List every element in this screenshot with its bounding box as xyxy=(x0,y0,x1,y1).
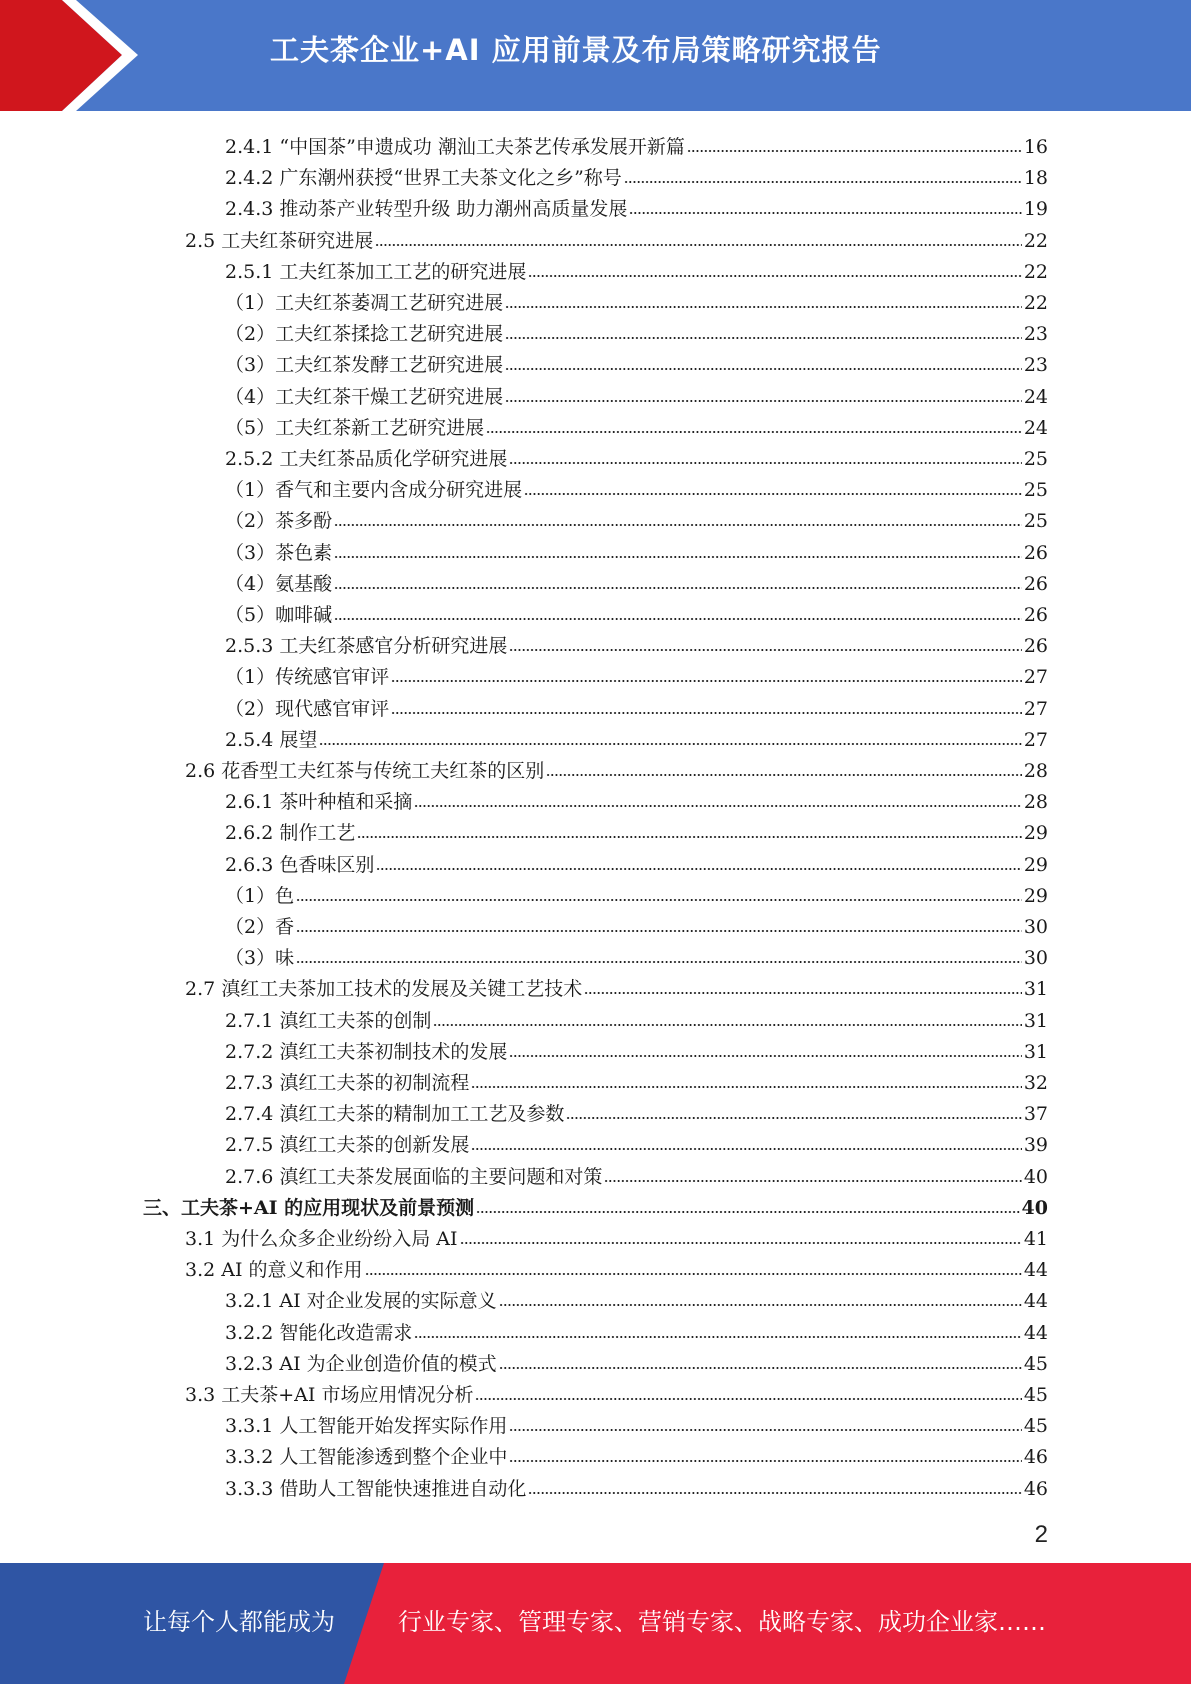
toc-entry[interactable] xyxy=(225,1344,1048,1375)
toc-entry-title: 三、工夫茶+AI 的应用现状及前景预测 xyxy=(143,1196,475,1219)
toc-dot-leader xyxy=(687,148,1022,154)
toc-entry-page: 27 xyxy=(1023,728,1048,751)
toc-entry-title: 3.3 工夫茶+AI 市场应用情况分析 xyxy=(185,1384,474,1406)
report-title: 工夫茶企业+AI 应用前景及布局策略研究报告 xyxy=(270,33,882,67)
toc-dot-leader xyxy=(460,1240,1022,1246)
toc-entry-page: 40 xyxy=(1023,1165,1048,1188)
toc-dot-leader xyxy=(629,210,1021,216)
toc-dot-leader xyxy=(365,1271,1022,1277)
toc-entry-title: （2）工夫红茶揉捻工艺研究进展 xyxy=(225,323,504,346)
toc-dot-leader xyxy=(499,1302,1022,1308)
toc-entry-title: （2）现代感官审评 xyxy=(225,697,390,720)
toc-entry-page: 46 xyxy=(1023,1477,1048,1500)
toc-dot-leader xyxy=(505,366,1022,372)
toc-dot-leader xyxy=(624,179,1022,185)
toc-entry-title: 2.4.2 广东潮州获授“世界工夫茶文化之乡”称号 xyxy=(225,167,622,190)
toc-entry-page: 31 xyxy=(1023,978,1048,1001)
toc-entry-page: 24 xyxy=(1023,385,1048,408)
toc-entry-page: 22 xyxy=(1023,229,1048,252)
toc-entry[interactable] xyxy=(185,1250,1048,1281)
toc-entry-page: 28 xyxy=(1023,791,1048,814)
toc-entry-page: 26 xyxy=(1023,604,1048,626)
toc-dot-leader xyxy=(505,304,1022,310)
toc-entry[interactable] xyxy=(225,283,1048,314)
toc-dot-leader xyxy=(391,678,1022,684)
toc-dot-leader xyxy=(391,710,1022,716)
toc-entry[interactable] xyxy=(225,626,1048,657)
toc-entry-page: 25 xyxy=(1023,479,1048,502)
toc-entry[interactable] xyxy=(225,1094,1048,1125)
toc-entry-title: 3.3.1 人工智能开始发挥实际作用 xyxy=(225,1415,508,1438)
toc-entry[interactable] xyxy=(185,1375,1048,1406)
toc-dot-leader xyxy=(604,1178,1021,1184)
toc-entry-title: 3.3.2 人工智能渗透到整个企业中 xyxy=(225,1446,508,1469)
toc-dot-leader xyxy=(296,959,1022,965)
toc-entry[interactable] xyxy=(225,1406,1048,1437)
toc-entry[interactable] xyxy=(225,938,1048,969)
toc-entry-title: （5）工夫红茶新工艺研究进展 xyxy=(225,416,485,439)
toc-entry[interactable] xyxy=(225,1281,1048,1312)
toc-entry-title: （1）香气和主要内含成分研究进展 xyxy=(225,479,523,502)
toc-entry[interactable] xyxy=(225,595,1048,626)
toc-entry[interactable] xyxy=(225,189,1048,220)
toc-entry-page: 44 xyxy=(1023,1259,1048,1282)
toc-dot-leader xyxy=(433,1022,1021,1028)
toc-dot-leader xyxy=(566,1115,1021,1121)
toc-entry-title: 2.6 花香型工夫红茶与传统工夫红茶的区别 xyxy=(185,760,545,782)
toc-entry-page: 44 xyxy=(1023,1321,1048,1344)
toc-entry-title: （4）工夫红茶干燥工艺研究进展 xyxy=(225,385,504,408)
toc-entry[interactable] xyxy=(225,1001,1048,1032)
toc-entry-page: 25 xyxy=(1023,448,1048,470)
toc-entry-title: 3.1 为什么众多企业纷纷入局 AI xyxy=(185,1228,458,1250)
page-header xyxy=(0,0,1191,111)
toc-entry-title: 3.3.3 借助人工智能快速推进自动化 xyxy=(225,1477,527,1500)
toc-dot-leader xyxy=(376,866,1021,872)
toc-entry-title: 3.2.2 智能化改造需求 xyxy=(225,1321,413,1344)
toc-entry-page: 29 xyxy=(1023,884,1048,907)
toc-dot-leader xyxy=(471,1084,1021,1090)
toc-dot-leader xyxy=(334,522,1022,528)
toc-dot-leader xyxy=(546,772,1022,778)
toc-entry[interactable] xyxy=(225,345,1048,376)
toc-dot-leader xyxy=(296,897,1022,903)
toc-dot-leader xyxy=(414,1334,1021,1340)
toc-entry[interactable] xyxy=(225,720,1048,751)
toc-entry-title: 3.2 AI 的意义和作用 xyxy=(185,1259,363,1282)
toc-entry[interactable] xyxy=(225,845,1048,876)
toc-dot-leader xyxy=(375,242,1022,248)
toc-entry[interactable] xyxy=(225,564,1048,595)
toc-dot-leader xyxy=(505,335,1022,341)
toc-entry-page: 31 xyxy=(1023,1040,1048,1063)
toc-entry[interactable] xyxy=(225,127,1048,158)
toc-entry[interactable] xyxy=(185,969,1048,1000)
toc-entry-title: 2.4.3 推动茶产业转型升级 助力潮州高质量发展 xyxy=(225,198,628,221)
toc-entry-page: 30 xyxy=(1023,947,1048,970)
toc-entry-page: 18 xyxy=(1023,167,1048,190)
toc-entry-title: （1）色 xyxy=(225,884,295,907)
page-footer xyxy=(0,1563,1191,1684)
toc-dot-leader xyxy=(509,460,1021,466)
toc-dot-leader xyxy=(475,1396,1021,1402)
toc-entry-title: （1）工夫红茶萎凋工艺研究进展 xyxy=(225,292,504,314)
header-arrow-decoration xyxy=(0,0,160,111)
toc-entry[interactable] xyxy=(225,252,1048,283)
toc-entry-page: 24 xyxy=(1023,416,1048,439)
toc-entry[interactable] xyxy=(225,876,1048,907)
toc-entry[interactable] xyxy=(225,314,1048,345)
toc-entry-page: 26 xyxy=(1023,635,1048,658)
toc-dot-leader xyxy=(319,741,1021,747)
toc-entry-title: 2.7 滇红工夫茶加工技术的发展及关键工艺技术 xyxy=(185,978,583,1001)
toc-dot-leader xyxy=(476,1209,1019,1215)
toc-entry-title: 3.2.3 AI 为企业创造价值的模式 xyxy=(225,1352,497,1375)
toc-entry-page: 26 xyxy=(1023,572,1048,595)
toc-entry-title: 2.6.2 制作工艺 xyxy=(225,822,356,845)
toc-entry-title: （4）氨基酸 xyxy=(225,572,333,595)
toc-entry[interactable] xyxy=(225,1469,1048,1500)
toc-dot-leader xyxy=(334,585,1022,591)
toc-dot-leader xyxy=(505,398,1022,404)
toc-entry-title: 2.5.3 工夫红茶感官分析研究进展 xyxy=(225,635,508,658)
toc-entry-title: 3.2.1 AI 对企业发展的实际意义 xyxy=(225,1290,497,1313)
toc-entry[interactable] xyxy=(225,813,1048,844)
toc-dot-leader xyxy=(334,554,1022,560)
toc-entry-page: 22 xyxy=(1023,260,1048,283)
page-number: 2 xyxy=(1034,1521,1048,1548)
toc-entry-title: （5）咖啡碱 xyxy=(225,604,333,626)
toc-entry[interactable] xyxy=(225,1313,1048,1344)
toc-entry[interactable] xyxy=(225,1032,1048,1063)
toc-entry[interactable] xyxy=(225,439,1048,470)
toc-dot-leader xyxy=(334,616,1022,622)
toc-entry-title: 2.5.2 工夫红茶品质化学研究进展 xyxy=(225,448,508,470)
toc-entry-page: 29 xyxy=(1023,853,1048,876)
toc-entry[interactable] xyxy=(225,782,1048,813)
toc-entry[interactable] xyxy=(143,1188,1048,1219)
toc-dot-leader xyxy=(528,1490,1021,1496)
footer-slogan-right: 行业专家、管理专家、营销专家、战略专家、成功企业家…… xyxy=(398,1608,1046,1636)
toc-entry[interactable] xyxy=(225,377,1048,408)
toc-dot-leader xyxy=(584,990,1022,996)
toc-entry[interactable] xyxy=(225,1063,1048,1094)
toc-entry-title: （1）传统感官审评 xyxy=(225,666,390,689)
toc-entry-title: （3）茶色素 xyxy=(225,541,333,564)
toc-entry-title: 2.7.1 滇红工夫茶的创制 xyxy=(225,1009,432,1032)
toc-dot-leader xyxy=(528,273,1021,279)
toc-entry-page: 29 xyxy=(1023,822,1048,845)
toc-entry-title: 2.7.3 滇红工夫茶的初制流程 xyxy=(225,1072,470,1094)
toc-dot-leader xyxy=(414,803,1021,809)
toc-entry-page: 45 xyxy=(1023,1415,1048,1438)
toc-entry-title: 2.7.2 滇红工夫茶初制技术的发展 xyxy=(225,1040,508,1063)
toc-dot-leader xyxy=(509,1053,1021,1059)
toc-entry-title: 2.5.1 工夫红茶加工工艺的研究进展 xyxy=(225,260,527,283)
toc-entry-title: 2.7.4 滇红工夫茶的精制加工工艺及参数 xyxy=(225,1103,565,1126)
toc-entry[interactable] xyxy=(225,1157,1048,1188)
toc-entry-page: 46 xyxy=(1023,1446,1048,1469)
toc-entry-page: 25 xyxy=(1023,510,1048,533)
toc-entry-page: 30 xyxy=(1023,916,1048,938)
toc-entry-page: 28 xyxy=(1023,760,1048,782)
toc-entry-page: 32 xyxy=(1023,1072,1048,1094)
toc-entry-title: 2.6.1 茶叶种植和采摘 xyxy=(225,791,413,814)
toc-entry-title: （2）香 xyxy=(225,916,295,938)
toc-entry-title: 2.5.4 展望 xyxy=(225,728,318,751)
toc-entry-title: 2.6.3 色香味区别 xyxy=(225,853,375,876)
toc-entry-page: 26 xyxy=(1023,541,1048,564)
toc-entry-page: 40 xyxy=(1021,1196,1048,1219)
toc-entry-page: 19 xyxy=(1023,198,1048,221)
toc-dot-leader xyxy=(357,834,1021,840)
toc-entry-page: 37 xyxy=(1023,1103,1048,1126)
toc-entry-title: （2）茶多酚 xyxy=(225,510,333,533)
toc-entry-page: 31 xyxy=(1023,1009,1048,1032)
toc-dot-leader xyxy=(296,928,1022,934)
toc-entry[interactable] xyxy=(225,501,1048,532)
toc-entry[interactable] xyxy=(225,158,1048,189)
toc-entry[interactable] xyxy=(225,907,1048,938)
toc-dot-leader xyxy=(499,1365,1022,1371)
toc-entry[interactable] xyxy=(185,1219,1048,1250)
toc-entry-title: 2.7.6 滇红工夫茶发展面临的主要问题和对策 xyxy=(225,1165,603,1188)
toc-entry-page: 45 xyxy=(1023,1384,1048,1406)
toc-entry[interactable] xyxy=(225,657,1048,688)
toc-entry[interactable] xyxy=(225,1437,1048,1468)
toc-entry-page: 39 xyxy=(1023,1134,1048,1157)
toc-entry-page: 23 xyxy=(1023,323,1048,346)
toc-entry-page: 27 xyxy=(1023,697,1048,720)
toc-entry-page: 23 xyxy=(1023,354,1048,377)
toc-entry[interactable] xyxy=(185,221,1048,252)
toc-entry[interactable] xyxy=(225,408,1048,439)
toc-entry[interactable] xyxy=(225,1125,1048,1156)
toc-entry-page: 44 xyxy=(1023,1290,1048,1313)
toc-dot-leader xyxy=(509,647,1021,653)
toc-entry-title: 2.4.1 “中国茶”申遗成功 潮汕工夫茶艺传承发展开新篇 xyxy=(225,136,685,158)
toc-entry[interactable] xyxy=(225,689,1048,720)
toc-entry-title: （3）味 xyxy=(225,947,295,970)
toc-dot-leader xyxy=(509,1458,1021,1464)
toc-entry-page: 16 xyxy=(1023,136,1048,158)
toc-entry-page: 45 xyxy=(1023,1352,1048,1375)
toc-entry-title: （3）工夫红茶发酵工艺研究进展 xyxy=(225,354,504,377)
toc-entry[interactable] xyxy=(185,751,1048,782)
toc-dot-leader xyxy=(509,1427,1021,1433)
toc-entry-page: 41 xyxy=(1023,1228,1048,1250)
toc-dot-leader xyxy=(524,491,1022,497)
toc-entry-title: 2.5 工夫红茶研究进展 xyxy=(185,229,374,252)
toc-entry-page: 22 xyxy=(1023,292,1048,314)
toc-entry[interactable] xyxy=(225,470,1048,501)
toc-entry[interactable] xyxy=(225,533,1048,564)
toc-entry-page: 27 xyxy=(1023,666,1048,689)
footer-slogan-left: 让每个人都能成为 xyxy=(143,1608,335,1636)
toc-entry-title: 2.7.5 滇红工夫茶的创新发展 xyxy=(225,1134,470,1157)
toc-dot-leader xyxy=(486,429,1022,435)
toc-dot-leader xyxy=(471,1146,1021,1152)
